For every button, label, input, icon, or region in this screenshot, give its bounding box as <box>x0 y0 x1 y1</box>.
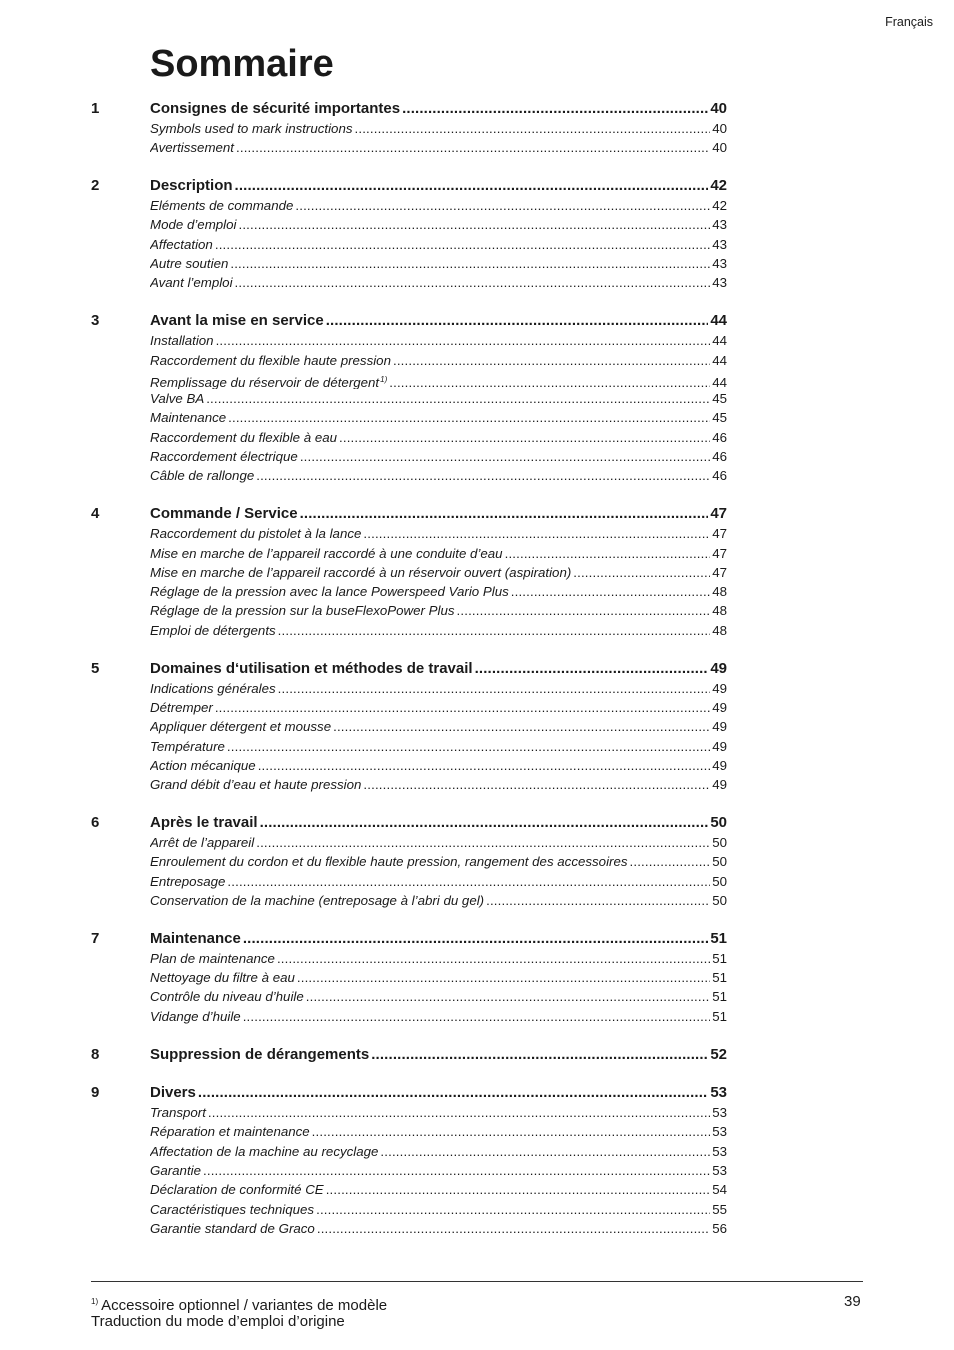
entry-title <box>150 524 361 543</box>
entry-title-text: Enroulement du cordon et du flexible haute pression, rangement des accessoires <box>150 854 628 870</box>
section-number: 6 <box>91 813 100 831</box>
dot-leader <box>198 1083 708 1103</box>
dot-leader <box>393 351 710 370</box>
entry-title <box>150 370 387 389</box>
entry-title <box>150 737 225 756</box>
toc-entry[interactable] <box>150 119 727 138</box>
toc-entry-main[interactable] <box>150 1045 727 1065</box>
entry-page: 49 <box>712 777 727 793</box>
section-number: 3 <box>91 312 100 330</box>
toc-entry[interactable] <box>150 968 727 987</box>
dot-leader <box>215 235 710 254</box>
section-title: Suppression de dérangements <box>150 1045 370 1063</box>
entry-title-text: Affectation de la machine au recyclage <box>150 1143 379 1159</box>
toc-section <box>0 1045 954 1065</box>
entry-title <box>150 601 455 620</box>
entry-page: 51 <box>712 970 727 986</box>
entry-page: 49 <box>712 680 727 696</box>
dot-leader <box>326 1180 711 1199</box>
toc-entry[interactable] <box>150 215 727 234</box>
page-title: Sommaire <box>150 43 334 85</box>
page-number: 39 <box>844 1293 861 1310</box>
toc-section <box>0 929 954 1026</box>
dot-leader <box>278 621 711 640</box>
toc-entry[interactable] <box>150 582 727 601</box>
dot-leader <box>260 813 709 833</box>
dot-leader <box>295 196 710 215</box>
entry-title-text: Conservation de la machine (entreposage à l’abri du gel) <box>150 892 485 908</box>
dot-leader <box>306 987 710 1006</box>
entry-page: 45 <box>712 391 727 407</box>
toc-entry-main[interactable] <box>150 813 727 833</box>
section-title: Description <box>150 177 233 195</box>
toc-entry[interactable] <box>150 679 727 698</box>
section-page: 50 <box>710 813 727 831</box>
dot-leader <box>475 659 709 679</box>
dot-leader <box>297 968 710 987</box>
toc-entry[interactable] <box>150 351 727 370</box>
dot-leader <box>236 138 710 157</box>
dot-leader <box>256 466 710 485</box>
toc-entry[interactable] <box>150 1007 727 1026</box>
toc-entry[interactable] <box>150 698 727 717</box>
section-page: 52 <box>710 1045 727 1063</box>
entry-title <box>150 679 276 698</box>
entry-page: 53 <box>712 1163 727 1179</box>
entry-title-text: Valve BA <box>150 391 205 407</box>
toc-entry[interactable] <box>150 331 727 350</box>
dot-leader <box>243 1007 711 1026</box>
entry-title <box>150 331 214 350</box>
toc-entry[interactable] <box>150 1219 727 1238</box>
entry-title <box>150 987 304 1006</box>
toc-entry-main[interactable] <box>150 929 727 949</box>
entry-title <box>150 949 275 968</box>
toc-entry[interactable] <box>150 1142 727 1161</box>
entry-title-text: Garantie <box>150 1163 201 1179</box>
section-number: 7 <box>91 929 100 947</box>
entry-title <box>150 447 298 466</box>
entry-title <box>150 1007 241 1026</box>
entry-title <box>150 1219 315 1238</box>
dot-leader <box>380 1142 710 1161</box>
entry-page: 48 <box>712 584 727 600</box>
entry-title <box>150 582 509 601</box>
entry-page: 44 <box>712 333 727 349</box>
dot-leader <box>573 563 710 582</box>
entry-title-text: Détremper <box>150 699 213 715</box>
entry-title <box>150 775 361 794</box>
section-number: 8 <box>91 1045 100 1063</box>
entry-title-text: Action mécanique <box>150 757 256 773</box>
section-title: Commande / Service <box>150 505 298 523</box>
section-page: 53 <box>710 1084 727 1102</box>
section-title: Domaines d‘utilisation et méthodes de travail <box>150 659 473 677</box>
dot-leader <box>256 833 710 852</box>
language-label: Français <box>885 15 933 29</box>
entry-page: 43 <box>712 256 727 272</box>
entry-title <box>150 215 236 234</box>
entry-title-text: Réparation et maintenance <box>150 1124 310 1140</box>
dot-leader <box>389 373 710 389</box>
toc-entry[interactable] <box>150 872 727 891</box>
entry-title-text: Maintenance <box>150 410 227 426</box>
entry-title-text: Mode d’emploi <box>150 217 237 233</box>
section-number: 2 <box>91 177 100 195</box>
footer-divider <box>91 1281 863 1282</box>
entry-page: 53 <box>712 1124 727 1140</box>
dot-leader <box>312 1122 711 1141</box>
entry-title <box>150 852 628 871</box>
toc-entry-main[interactable] <box>150 659 727 679</box>
dot-leader <box>206 389 710 408</box>
dot-leader <box>317 1219 710 1238</box>
toc-section <box>0 99 954 158</box>
toc-entry[interactable] <box>150 601 727 620</box>
entry-title <box>150 1200 314 1219</box>
footnote-text: Accessoire optionnel / variantes de modèle <box>101 1297 388 1314</box>
entry-title <box>150 351 391 370</box>
entry-title-text: Caractéristiques techniques <box>150 1201 315 1217</box>
entry-title-text: Raccordement du flexible haute pression <box>150 352 391 368</box>
entry-title-text: Vidange d’huile <box>150 1008 241 1024</box>
entry-page: 44 <box>712 352 727 368</box>
entry-title <box>150 1180 324 1199</box>
entry-title-text: Mise en marche de l’appareil raccordé à un réservoir ouvert (aspiration) <box>150 564 572 580</box>
entry-title <box>150 1122 310 1141</box>
toc-entry[interactable] <box>150 1122 727 1141</box>
entry-page: 50 <box>712 873 727 889</box>
entry-title-text: Température <box>150 738 225 754</box>
toc-entry[interactable] <box>150 196 727 215</box>
entry-page: 43 <box>712 236 727 252</box>
section-page: 51 <box>710 929 727 947</box>
entry-title <box>150 563 571 582</box>
toc-entry[interactable] <box>150 1103 727 1122</box>
entry-title <box>150 717 331 736</box>
dot-leader <box>371 1045 708 1065</box>
dot-leader <box>227 872 710 891</box>
section-number: 1 <box>91 100 100 117</box>
section-page: 42 <box>710 177 727 195</box>
entry-title-text: Réglage de la pression avec la lance Powerspeed Vario Plus <box>150 584 509 600</box>
dot-leader <box>215 698 710 717</box>
entry-page: 49 <box>712 719 727 735</box>
entry-page: 46 <box>712 429 727 445</box>
entry-page: 47 <box>712 545 727 561</box>
entry-page: 51 <box>712 989 727 1005</box>
entry-page: 48 <box>712 622 727 638</box>
toc-entry[interactable] <box>150 254 727 273</box>
toc-entry[interactable] <box>150 563 727 582</box>
section-number: 5 <box>91 659 100 677</box>
entry-title-text: Transport <box>150 1105 206 1121</box>
section-number: 4 <box>91 505 100 523</box>
entry-page: 40 <box>712 121 727 136</box>
section-title: Après le travail <box>150 813 258 831</box>
entry-title-text: Affectation <box>150 236 213 252</box>
entry-title <box>150 389 204 408</box>
entry-page: 47 <box>712 526 727 542</box>
toc-entry[interactable] <box>150 370 727 389</box>
section-title: Divers <box>150 1084 196 1102</box>
entry-page: 40 <box>712 140 727 156</box>
entry-title-text: Avertissement <box>150 140 235 156</box>
entry-page: 46 <box>712 468 727 484</box>
toc-entry[interactable] <box>150 987 727 1006</box>
entry-title-text: Eléments de commande <box>150 198 294 214</box>
section-page: 44 <box>710 312 727 330</box>
toc-section <box>0 504 954 640</box>
entry-page: 56 <box>712 1220 727 1236</box>
toc-entry[interactable] <box>150 621 727 640</box>
section-page: 40 <box>710 100 727 117</box>
entry-title-text: Arrêt de l’appareil <box>150 834 255 850</box>
dot-leader <box>333 717 710 736</box>
entry-page: 44 <box>712 374 727 390</box>
entry-title-text: Indications générales <box>150 680 276 696</box>
toc-entry[interactable] <box>150 833 727 852</box>
toc-section <box>0 176 954 292</box>
toc-entry[interactable] <box>150 447 727 466</box>
dot-leader <box>316 1200 710 1219</box>
dot-leader <box>300 504 709 524</box>
footnote-mark: 1) <box>91 1297 99 1306</box>
toc-entry[interactable] <box>150 235 727 254</box>
entry-title-text: Avant l’emploi <box>150 275 233 291</box>
toc-section <box>0 659 954 795</box>
entry-title-text: Nettoyage du filtre à eau <box>150 970 295 986</box>
toc-entry[interactable] <box>150 949 727 968</box>
entry-title <box>150 196 293 215</box>
section-page: 49 <box>710 659 727 677</box>
entry-title-text: Remplissage du réservoir de détergent <box>150 374 380 390</box>
toc-entry[interactable] <box>150 466 727 485</box>
toc-entry[interactable] <box>150 408 727 427</box>
entry-page: 51 <box>712 1008 727 1024</box>
entry-page: 51 <box>712 950 727 966</box>
dot-leader <box>258 756 711 775</box>
dot-leader <box>238 215 710 234</box>
entry-page: 53 <box>712 1105 727 1121</box>
entry-title <box>150 273 233 292</box>
toc-entry-main[interactable] <box>150 504 727 524</box>
entry-title-text: Déclaration de conformité CE <box>150 1182 324 1198</box>
toc-entry[interactable] <box>150 1161 727 1180</box>
entry-page: 47 <box>712 564 727 580</box>
entry-title <box>150 872 225 891</box>
entry-title-text: Câble de rallonge <box>150 468 255 484</box>
dot-leader <box>339 428 710 447</box>
dot-leader <box>277 949 710 968</box>
entry-title <box>150 621 276 640</box>
entry-page: 50 <box>712 892 727 908</box>
toc-entry[interactable] <box>150 389 727 408</box>
entry-title <box>150 544 503 563</box>
entry-title-text: Raccordement du pistolet à la lance <box>150 526 362 542</box>
toc-section <box>0 311 954 485</box>
entry-page: 45 <box>712 410 727 426</box>
toc-entry[interactable] <box>150 852 727 871</box>
toc-entry[interactable] <box>150 775 727 794</box>
dot-leader <box>630 852 711 871</box>
entry-title <box>150 254 228 273</box>
entry-title <box>150 428 337 447</box>
toc-entry-main[interactable] <box>150 99 727 119</box>
toc-entry[interactable] <box>150 138 727 157</box>
dot-leader <box>203 1161 710 1180</box>
entry-title-text: Mise en marche de l’appareil raccordé à une conduite d’eau <box>150 545 503 561</box>
dot-leader <box>227 737 710 756</box>
section-page: 47 <box>710 505 727 523</box>
dot-leader <box>486 891 710 910</box>
entry-page: 48 <box>712 603 727 619</box>
toc-section <box>0 813 954 910</box>
section-title: Maintenance <box>150 929 241 947</box>
entry-title-text: Garantie standard de Graco <box>150 1220 315 1236</box>
entry-title <box>150 138 234 157</box>
entry-title-text: Contrôle du niveau d’huile <box>150 989 304 1005</box>
dot-leader <box>216 331 711 350</box>
toc-entry[interactable] <box>150 737 727 756</box>
toc-entry[interactable] <box>150 717 727 736</box>
toc-entry-main[interactable] <box>150 311 727 331</box>
entry-title-text: Emploi de détergents <box>150 622 276 638</box>
dot-leader <box>363 524 710 543</box>
entry-page: 50 <box>712 854 727 870</box>
entry-title-text: Entreposage <box>150 873 226 889</box>
footnote-ref: 1) <box>380 374 388 384</box>
entry-title <box>150 119 353 138</box>
section-title: Avant la mise en service <box>150 312 324 330</box>
entry-title <box>150 1142 378 1161</box>
toc-entry-main[interactable] <box>150 1083 727 1103</box>
dot-leader <box>326 311 709 331</box>
entry-title-text: Raccordement du flexible à eau <box>150 429 338 445</box>
entry-page: 55 <box>712 1201 727 1217</box>
entry-title <box>150 1161 201 1180</box>
toc-entry[interactable] <box>150 524 727 543</box>
dot-leader <box>355 119 711 138</box>
toc-entry[interactable] <box>150 891 727 910</box>
dot-leader <box>505 544 711 563</box>
dot-leader <box>235 176 709 196</box>
entry-page: 46 <box>712 449 727 465</box>
dot-leader <box>228 408 710 427</box>
toc-entry[interactable] <box>150 1180 727 1199</box>
entry-page: 43 <box>712 217 727 233</box>
entry-title-text: Réglage de la pression sur la buseFlexoPower Plus <box>150 603 455 619</box>
entry-page: 50 <box>712 834 727 850</box>
entry-title <box>150 1103 206 1122</box>
section-title: Consignes de sécurité importantes <box>150 100 401 117</box>
dot-leader <box>208 1103 710 1122</box>
entry-title <box>150 698 213 717</box>
entry-title <box>150 968 295 987</box>
dot-leader <box>235 273 711 292</box>
entry-page: 43 <box>712 275 727 291</box>
entry-title-text: Installation <box>150 333 214 349</box>
dot-leader <box>230 254 710 273</box>
entry-title-text: Symbols used to mark instructions <box>150 121 353 136</box>
entry-page: 54 <box>712 1182 727 1198</box>
entry-title <box>150 235 213 254</box>
dot-leader <box>511 582 710 601</box>
dot-leader <box>402 99 708 119</box>
translation-note: Traduction du mode d’emploi d’origine <box>91 1313 345 1330</box>
toc-entry[interactable] <box>150 544 727 563</box>
dot-leader <box>300 447 710 466</box>
entry-title <box>150 408 226 427</box>
entry-title <box>150 466 254 485</box>
entry-title-text: Appliquer détergent et mousse <box>150 719 332 735</box>
dot-leader <box>278 679 711 698</box>
toc-entry[interactable] <box>150 1200 727 1219</box>
entry-title <box>150 756 256 775</box>
dot-leader <box>243 929 708 949</box>
entry-page: 49 <box>712 738 727 754</box>
entry-title <box>150 833 254 852</box>
entry-page: 49 <box>712 699 727 715</box>
table-of-contents <box>0 99 954 1238</box>
section-number: 9 <box>91 1084 100 1102</box>
toc-entry[interactable] <box>150 273 727 292</box>
entry-title-text: Autre soutien <box>150 256 229 272</box>
toc-section <box>0 1083 954 1238</box>
toc-entry-main[interactable] <box>150 176 727 196</box>
entry-page: 42 <box>712 198 727 214</box>
toc-entry[interactable] <box>150 756 727 775</box>
entry-title-text: Plan de maintenance <box>150 950 275 966</box>
dot-leader <box>457 601 711 620</box>
dot-leader <box>363 775 710 794</box>
entry-title <box>150 891 484 910</box>
entry-page: 49 <box>712 757 727 773</box>
entry-title-text: Raccordement électrique <box>150 449 298 465</box>
toc-entry[interactable] <box>150 428 727 447</box>
entry-title-text: Grand débit d’eau et haute pression <box>150 777 362 793</box>
entry-page: 53 <box>712 1143 727 1159</box>
